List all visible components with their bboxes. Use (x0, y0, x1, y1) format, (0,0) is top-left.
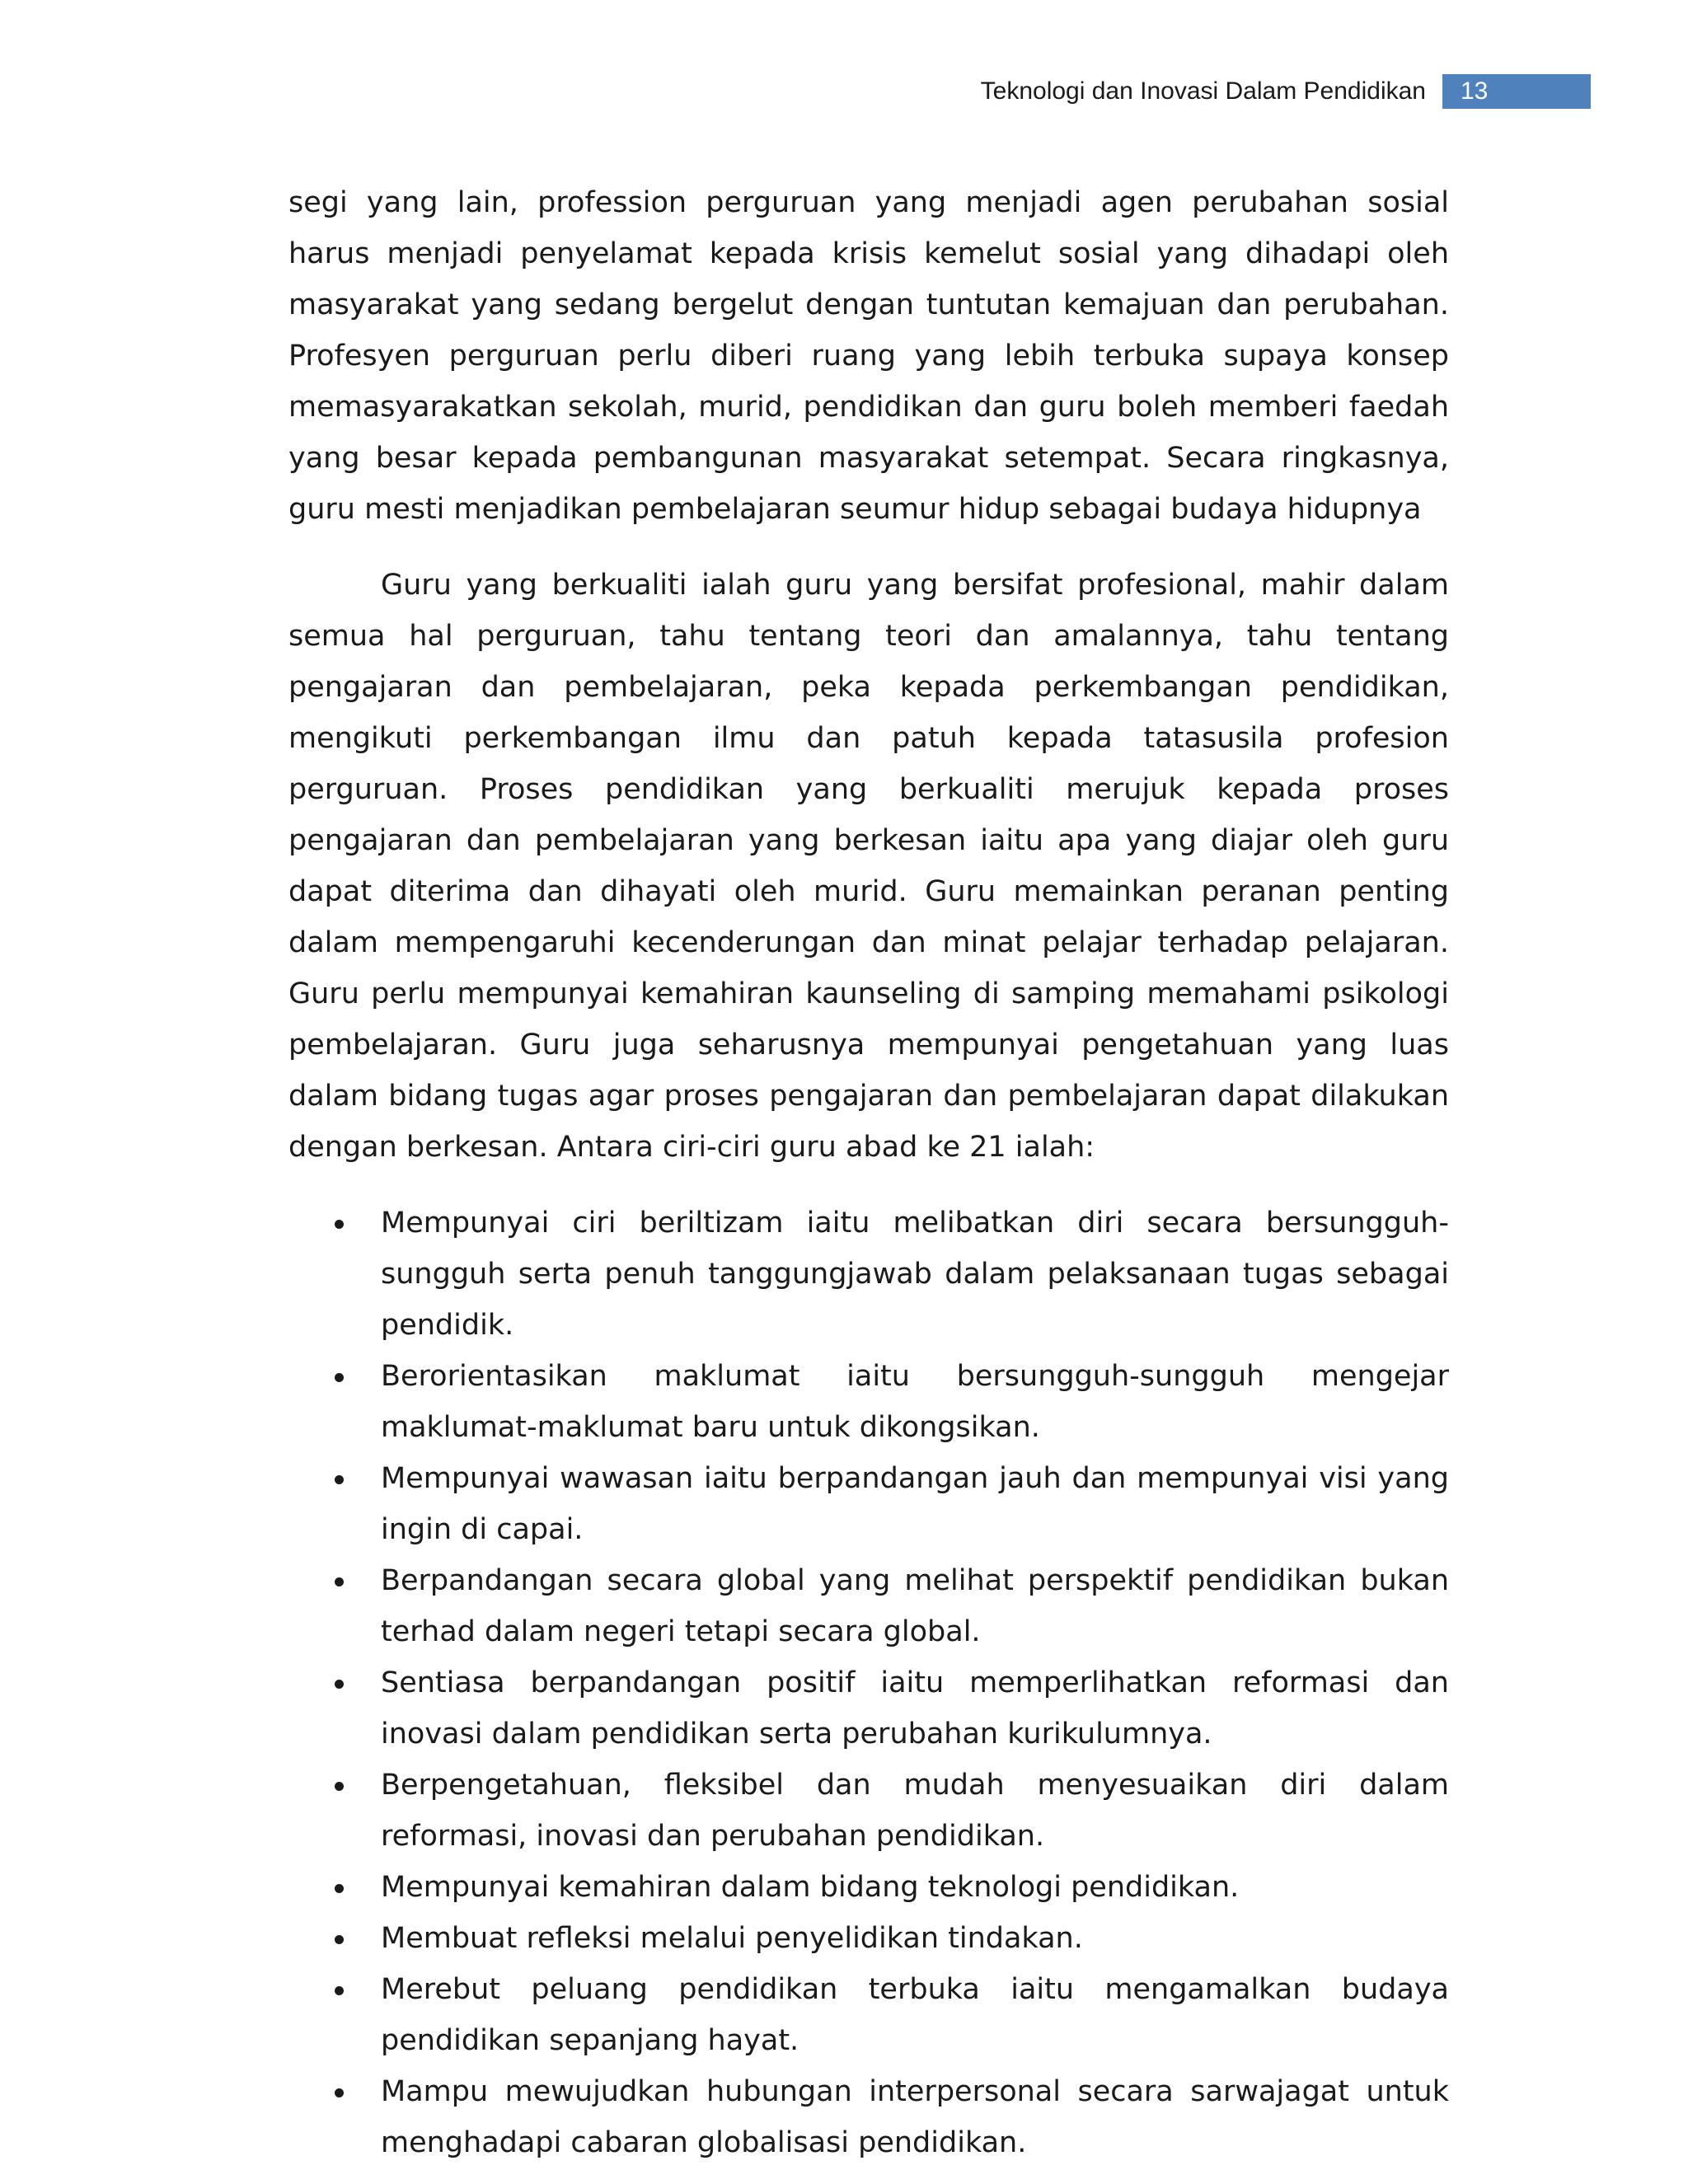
list-item (288, 1197, 1449, 1351)
list-item (288, 2066, 1449, 2168)
list-item-text: Berpandangan secara global yang melihat perspektif pendidikan bukan terhad dalam negeri tetapi secara global. (381, 1564, 1449, 1648)
bullet-icon (335, 1884, 344, 1893)
page-number-box (1442, 74, 1591, 109)
list-item-text: Berpengetahuan, fleksibel dan mudah menyesuaikan diri dalam reformasi, inovasi dan perubahan pendidikan. (381, 1769, 1449, 1853)
list-item (288, 1351, 1449, 1453)
bullet-icon (335, 1577, 344, 1586)
list-item (288, 1760, 1449, 1862)
list-item-text: Mempunyai ciri beriltizam iaitu melibatkan diri secara bersungguh-sungguh serta penuh tanggungjawab dalam pelaksanaan tugas sebagai pendidik. (381, 1207, 1449, 1342)
paragraph-guru-berkualiti: Guru yang berkualiti ialah guru yang bersifat profesional, mahir dalam semua hal perguruan, tahu tentang teori dan amalannya, tahu tentang pengajaran dan pembelajaran, peka kepada perkembangan pendidikan, mengikuti perkembangan ilmu dan patuh kepada tatasusila profesion perguruan. Proses pendidikan yang berkualiti merujuk kepada proses pengajaran dan pembelajaran yang berkesan iaitu apa yang diajar oleh guru dapat diterima dan dihayati oleh murid. Guru memainkan peranan penting dalam mempengaruhi kecenderungan dan minat pelajar terhadap pelajaran. Guru perlu mempunyai kemahiran kaunseling di samping memahami psikologi pembelajaran. Guru juga seharusnya mempunyai pengetahuan yang luas dalam bidang tugas agar proses pengajaran dan pembelajaran dapat dilakukan dengan berkesan. Antara ciri-ciri guru abad ke 21 ialah: (288, 569, 1449, 1164)
list-item (288, 1453, 1449, 1555)
bullet-icon (335, 1373, 344, 1382)
list-item (288, 1964, 1449, 2066)
header-title: Teknologi dan Inovasi Dalam Pendidikan (980, 77, 1426, 105)
list-item (288, 1555, 1449, 1657)
list-item-text: Berorientasikan maklumat iaitu bersungguh-sungguh mengejar maklumat-maklumat baru untuk dikongsikan. (381, 1360, 1449, 1444)
bullet-icon (335, 1680, 344, 1689)
body-content (288, 177, 1449, 2168)
paragraph-continuation: segi yang lain, profession perguruan yang menjadi agen perubahan sosial harus menjadi penyelamat kepada krisis kemelut sosial yang dihadapi oleh masyarakat yang sedang bergelut dengan tuntutan kemajuan dan perubahan. Profesyen perguruan perlu diberi ruang yang lebih terbuka supaya konsep memasyarakatkan sekolah, murid, pendidikan dan guru boleh memberi faedah yang besar kepada pembangunan masyarakat setempat. Secara ringkasnya, guru mesti menjadikan pembelajaran seumur hidup sebagai budaya hidupnya (288, 186, 1449, 526)
list-item-text: Mempunyai kemahiran dalam bidang teknologi pendidikan. (381, 1871, 1240, 1904)
bullet-icon (335, 1475, 344, 1484)
list-item-text: Mempunyai wawasan iaitu berpandangan jauh dan mempunyai visi yang ingin di capai. (381, 1462, 1449, 1546)
bullet-icon (335, 1220, 344, 1229)
bullet-list (288, 1197, 1449, 2168)
bullet-icon (335, 1986, 344, 1995)
page-header (824, 74, 1591, 109)
page-number: 13 (1461, 77, 1489, 105)
list-item-text: Mampu mewujudkan hubungan interpersonal secara sarwajagat untuk menghadapi cabaran globalisasi pendidikan. (381, 2075, 1449, 2159)
list-item-text: Membuat refleksi melalui penyelidikan tindakan. (381, 1922, 1083, 1955)
bullet-icon (335, 1782, 344, 1791)
bullet-icon (335, 2088, 344, 2097)
list-item (288, 1862, 1449, 1913)
list-item (288, 1657, 1449, 1760)
list-item-text: Merebut peluang pendidikan terbuka iaitu mengamalkan budaya pendidikan sepanjang hayat. (381, 1973, 1449, 2057)
list-item-text: Sentiasa berpandangan positif iaitu memperlihatkan reformasi dan inovasi dalam pendidikan serta perubahan kurikulumnya. (381, 1666, 1449, 1750)
bullet-icon (335, 1935, 344, 1944)
list-item (288, 1913, 1449, 1964)
